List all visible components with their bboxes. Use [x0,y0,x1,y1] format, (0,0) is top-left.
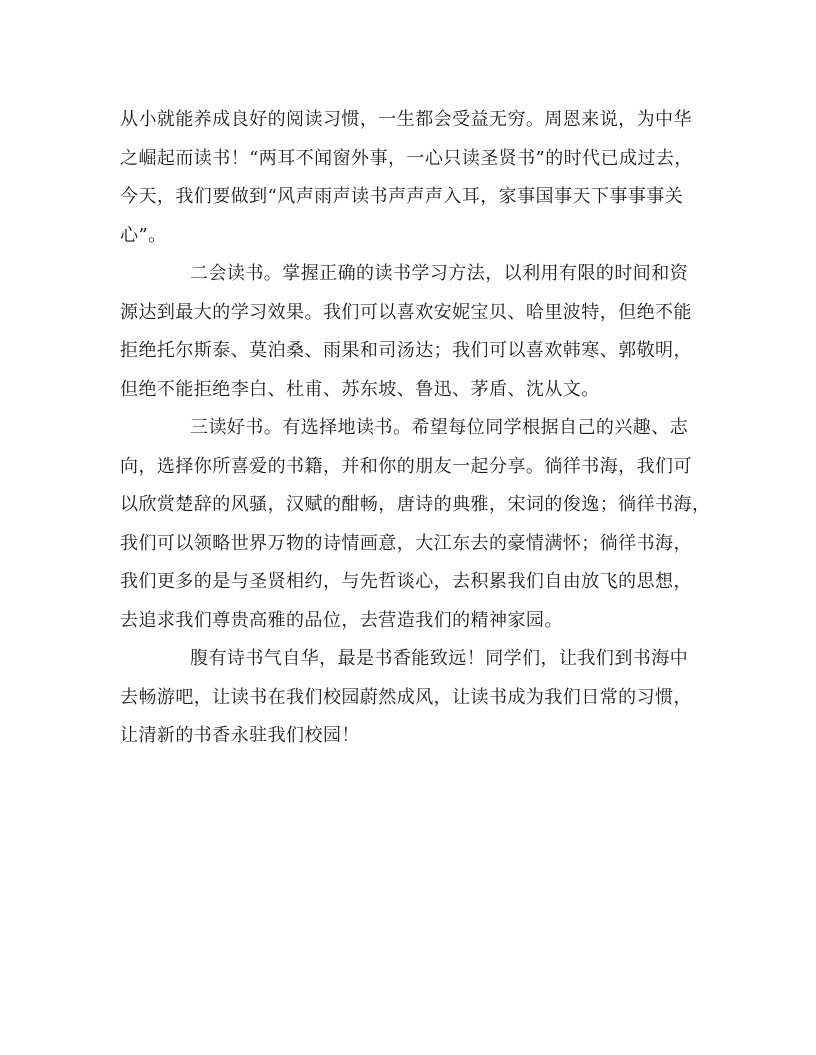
text-line: 去畅游吧，让读书在我们校园蔚然成风，让读书成为我们日常的习惯， [120,686,692,708]
text-line: 今天，我们要做到“风声雨声读书声声声入耳，家事国事天下事事事关 [120,186,684,207]
text-line: 但绝不能拒绝李白、杜甫、苏东坡、鲁迅、茅盾、沈从文。 [120,378,600,400]
paragraph-start-line: 三读好书。有选择地读书。希望每位同学根据自己的兴趣、志 [190,417,689,438]
text-line: 以欣赏楚辞的风骚，汉赋的酣畅，唐诗的典雅，宋词的俊逸；徜徉书海， [120,494,711,515]
paragraph-start-line: 二会读书。掌握正确的读书学习方法，以利用有限的时间和资 [190,263,689,284]
text-line: 从小就能养成良好的阅读习惯，一生都会受益无穷。周恩来说，为中华 [120,109,692,130]
text-line: 向，选择你所喜爱的书籍，并和你的朋友一起分享。徜徉书海，我们可 [120,455,692,477]
text-line: 心”。 [120,224,167,246]
body-text [120,101,711,756]
text-line: 我们更多的是与圣贤相约，与先哲谈心，去积累我们自由放飞的思想， [120,571,692,592]
text-line: 源达到最大的学习效果。我们可以喜欢安妮宝贝、哈里波特，但绝不能 [120,301,692,323]
text-line: 我们可以领略世界万物的诗情画意，大江东去的豪情满怀；徜徉书海， [120,532,692,554]
text-line: 去追求我们尊贵高雅的品位，去营造我们的精神家园。 [120,609,563,631]
paragraph-start-line: 腹有诗书气自华，最是书香能致远！同学们，让我们到书海中 [190,648,689,669]
text-line: 让清新的书香永驻我们校园！ [120,725,360,746]
text-line: 拒绝托尔斯泰、莫泊桑、雨果和司汤达；我们可以喜欢韩寒、郭敬明， [120,340,692,361]
text-line: 之崛起而读书！“两耳不闻窗外事，一心只读圣贤书”的时代已成过去， [120,147,693,169]
